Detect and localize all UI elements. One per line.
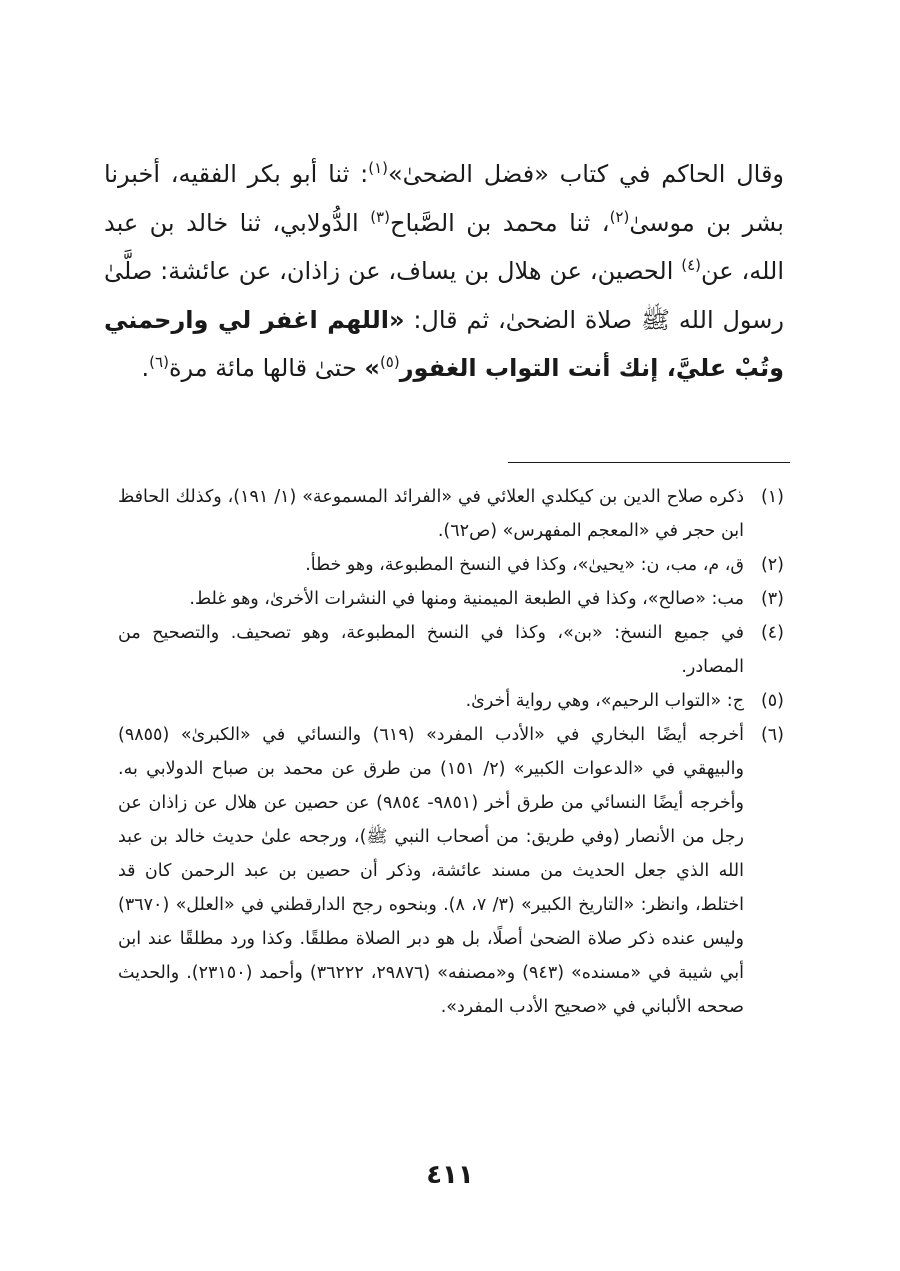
footnote-separator [508, 462, 790, 463]
footnote [118, 582, 784, 616]
main-text [104, 150, 784, 393]
footnote [118, 684, 784, 718]
footnote-text: مب: «صالح»، وكذا في الطبعة الميمنية ومنها في النشرات الأخرىٰ، وهو غلط. [189, 589, 744, 609]
footnote-number: (٦) [760, 725, 784, 745]
footnotes [118, 480, 784, 1024]
footnote-ref-4[interactable]: (٤) [681, 256, 702, 274]
footnote-number: (٣) [760, 589, 784, 609]
footnote-text: في جميع النسخ: «بن»، وكذا في النسخ المطبوعة، وهو تصحيف. والتصحيح من المصادر. [118, 623, 744, 677]
text-segment: وقال الحاكم في كتاب «فضل الضحىٰ» [387, 160, 785, 188]
text-segment: الحصين، عن هلال بن يساف، عن زاذان، عن عائشة: صلَّىٰ رسول الله ﷺ صلاة الضحىٰ، ثم قال: [104, 257, 784, 334]
text-segment: حتىٰ قالها مائة مرة [168, 354, 365, 382]
main-paragraph [104, 150, 784, 393]
quoted-supplication: «اللهم اغفر لي وارحمني وتُبْ عليَّ، إنك أنت التواب الغفور [104, 305, 784, 382]
footnote [118, 718, 784, 1024]
footnote-text: ق، م، مب، ن: «يحيىٰ»، وكذا في النسخ المطبوعة، وهو خطأ. [305, 555, 744, 575]
text-segment: ، ثنا محمد بن الصَّباح [389, 208, 610, 237]
footnote-text: ذكره صلاح الدين بن كيكلدي العلائي في «الفرائد المسموعة» (١/ ١٩١)، وكذلك الحافظ ابن حجر في «المعجم المفهرس» (ص٦٢). [118, 487, 745, 541]
footnote [118, 548, 784, 582]
footnote-ref-6[interactable]: (٦) [149, 353, 169, 371]
quoted-supplication-close: » [364, 354, 380, 382]
footnote-ref-1[interactable]: (١) [368, 159, 388, 177]
footnote-ref-5[interactable]: (٥) [379, 353, 400, 371]
text-segment: الدُّولابي، ثنا خالد بن عبد الله، عن [104, 208, 784, 285]
footnote [118, 480, 784, 548]
footnote-number: (١) [760, 487, 784, 507]
page-number: ٤١١ [426, 1160, 474, 1190]
footnote-ref-2[interactable]: (٢) [609, 207, 630, 226]
footnote-number: (٤) [760, 623, 784, 643]
footnote-text: ج: «التواب الرحيم»، وهي رواية أخرىٰ. [465, 691, 744, 711]
text-segment: : ثنا أبو بكر الفقيه، أخبرنا بشر بن موسىٰ [104, 160, 784, 237]
footnote-number: (٢) [760, 555, 784, 575]
text-segment: . [141, 354, 150, 382]
footnote-ref-3[interactable]: (٣) [370, 207, 390, 226]
footnote-text: أخرجه أيضًا البخاري في «الأدب المفرد» (٦١٩) والنسائي في «الكبرىٰ» (٩٨٥٥) والبيهقي في «الدعوات الكبير» (٢/ ١٥١) من طرق عن محمد بن صباح الدولابي به. وأخرجه أيضًا النسائي من طرق أخر (٩٨٥١- ٩٨٥٤) عن حصين عن هلال عن زاذان عن رجل من الأنصار (وفي طريق: من أصحاب النبي ﷺ)، ورجحه علىٰ حديث خالد بن عبد الله الذي جعل الحديث من مسند عائشة، وذكر أن حصين بن عبد الرحمن كان قد اختلط، وانظر: «التاريخ الكبير» (٣/ ٧، ٨). وبنحوه رجح الدارقطني في «العلل» (٣٦٧٠) وليس عنده ذكر صلاة الضحىٰ أصلًا، بل هو دبر الصلاة مطلقًا. وكذا ورد مطلقًا عند ابن أبي شيبة في «مسنده» (٩٤٣) و«مصنفه» (٢٩٨٧٦، ٣٦٢٢٢) وأحمد (٢٣١٥٠). والحديث صححه الألباني في «صحيح الأدب المفرد». [118, 725, 745, 1017]
page-body [104, 150, 784, 393]
footnote [118, 616, 784, 684]
footnote-number: (٥) [760, 691, 784, 711]
